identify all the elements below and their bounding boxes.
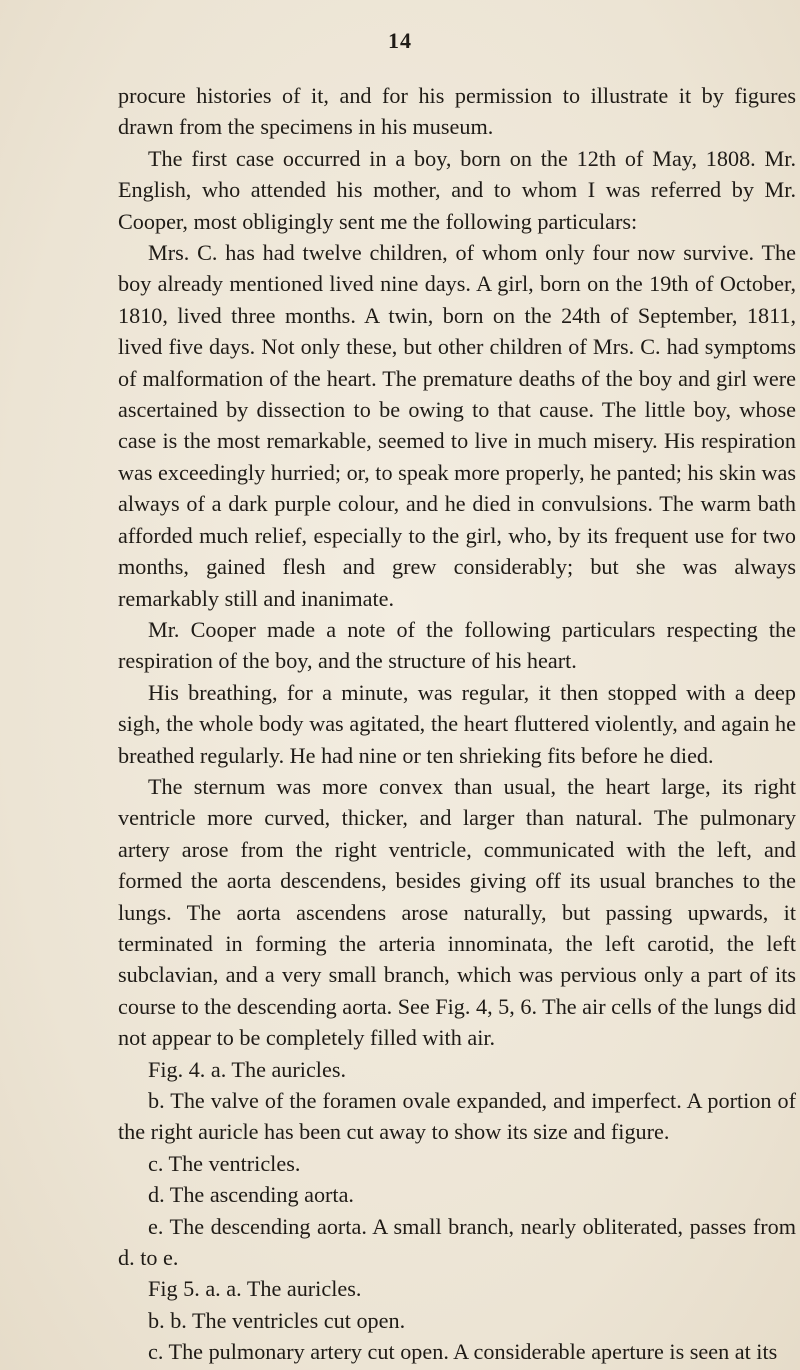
paragraph: Mrs. C. has had twelve children, of whom only four now survive. The boy already mentioned lived nine days. A girl, born on the 19th of October, 1810, lived three months. A twin, born on the 24th of September, 1811, lived five days. Not only these, but other children of Mrs. C. had symptoms of malformation of the heart. The premature deaths of the boy and girl were ascertained by dissection to be owing to that cause. The little boy, whose case is the most remarkable, seemed to live in much misery. His respiration was exceedingly hurried; or, to speak more properly, he panted; his skin was always of a dark purple colour, and he died in convulsions. The warm bath afforded much relief, especially to the girl, who, by its frequent use for two months, gained flesh and grew considerably; but she was always remarkably still and inanimate. (118, 240, 796, 611)
figure-legend-item: c. The pulmonary artery cut open. A considerable aperture is seen at its (148, 1339, 778, 1365)
figure-legend-item: Fig 5. a. a. The auricles. (148, 1276, 362, 1302)
figure-legend-item: b. b. The ventricles cut open. (148, 1307, 406, 1333)
figure-legend-item: e. The descending aorta. A small branch, nearly obliterated, passes from d. to e. (118, 1213, 796, 1271)
body-text (118, 80, 796, 1368)
figure-legend-item: d. The ascending aorta. (148, 1182, 354, 1208)
figure-legend-item: b. The valve of the foramen ovale expanded, and imperfect. A portion of the right auricle has been cut away to show its size and figure. (118, 1088, 796, 1145)
paragraph: The sternum was more convex than usual, the heart large, its right ventricle more curved, thicker, and larger than natural. The pulmonary artery arose from the right ventricle, communicated with the left, and formed the aorta descendens, besides giving off its usual branches to the lungs. The aorta ascendens arose naturally, but passing upwards, it terminated in forming the arteria innominata, the left carotid, the left subclavian, and a very small branch, which was pervious only a part of its course to the descending aorta. See Fig. 4, 5, 6. The air cells of the lungs did not appear to be completely filled with air. (118, 773, 796, 1051)
paragraph: His breathing, for a minute, was regular, it then stopped with a deep sigh, the whole body was agitated, the heart fluttered violently, and again he breathed regularly. He had nine or ten shrieking fits before he died. (118, 679, 796, 768)
figure-legend-item: c. The ventricles. (148, 1150, 301, 1176)
paragraph: procure histories of it, and for his permission to illustrate it by figures drawn from the specimens in his museum. (118, 83, 796, 140)
paragraph: Mr. Cooper made a note of the following particulars respecting the respiration of the boy, and the structure of his heart. (118, 616, 796, 674)
page-number: 14 (388, 28, 412, 53)
paragraph: The first case occurred in a boy, born on the 12th of May, 1808. Mr. English, who attended his mother, and to whom I was referred by Mr. Cooper, most obligingly sent me the following particulars: (118, 145, 796, 234)
figure-legend-item: Fig. 4. a. The auricles. (148, 1056, 346, 1082)
